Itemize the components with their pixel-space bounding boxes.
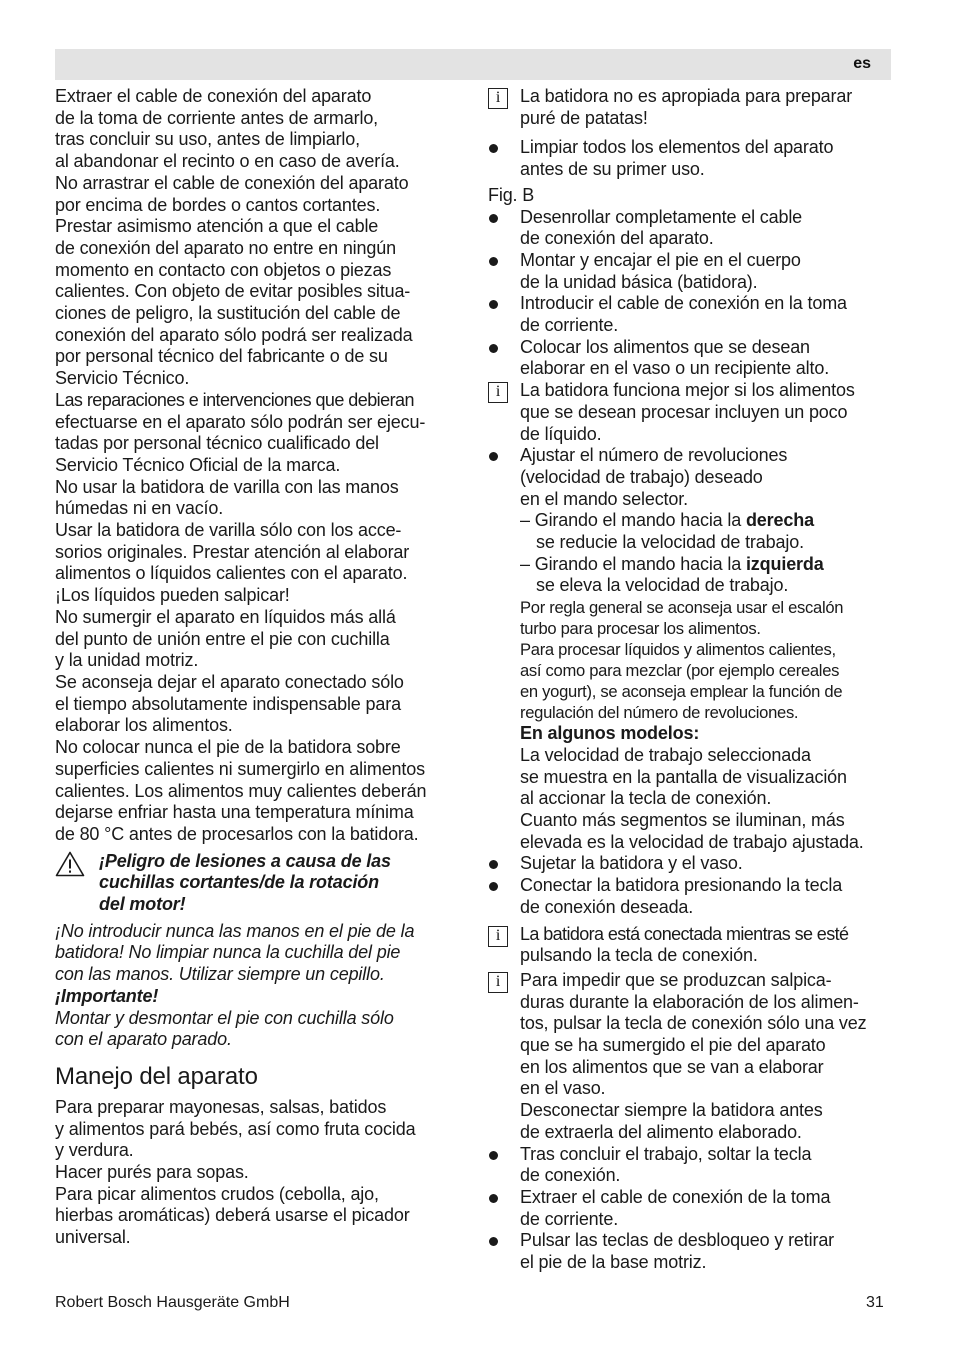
paragraph-hot-surfaces [55, 737, 460, 846]
paragraph-repairs [55, 390, 460, 477]
text-line: conexión del aparato sólo podrá ser realizada [55, 324, 413, 345]
dash-item [520, 554, 893, 576]
text-line: (velocidad de trabajo) deseado [520, 466, 763, 487]
text-line: de conexión del aparato. [520, 228, 714, 249]
text-line: húmedas ni en vacío. [55, 498, 224, 519]
text-line: calientes. Con objeto de evitar posibles situa- [55, 281, 411, 302]
text-line: alimentos o líquidos calientes con el aparato. [55, 563, 408, 584]
text-line: del punto de unión entre el pie con cuchilla [55, 628, 390, 649]
models-label: En algunos modelos: [520, 723, 700, 744]
text-line: momento en contacto con objetos o piezas [55, 259, 392, 280]
text-line: Montar y desmontar el pie con cuchilla sólo [55, 1007, 394, 1028]
text-line: La batidora está conectada mientras se esté [520, 923, 849, 944]
text-line: No sumergir el aparato en líquidos más allá [55, 606, 396, 627]
text-line: Las reparaciones e intervenciones que debieran [55, 389, 414, 410]
text-line: en el vaso. [520, 1078, 606, 1099]
text-line: tadas por personal técnico cualificado del [55, 433, 379, 454]
text-line: así como para mezclar (por ejemplo cereales [520, 661, 840, 681]
bullet-item [488, 1187, 893, 1230]
info-note [488, 970, 893, 1144]
dash-keyword: izquierda [745, 553, 824, 574]
text-line: Servicio Técnico. [55, 368, 190, 389]
text-line: y la unidad motriz. [55, 650, 199, 671]
text-line: se reducie la velocidad de trabajo. [536, 532, 804, 553]
text-line: Por regla general se aconseja usar el escalón [520, 598, 844, 618]
text-line: elevada es la velocidad de trabajo ajustada. [520, 831, 864, 852]
bullet-item [488, 853, 893, 875]
text-line: y alimentos pará bebés, así como fruta cocida [55, 1118, 416, 1139]
text-line: No colocar nunca el pie de la batidora sobre [55, 737, 401, 758]
paragraph-uses [55, 1097, 460, 1162]
text-line: por encima de bordes o cantos cortantes. [55, 194, 381, 215]
text-line: Tras concluir el trabajo, soltar la tecla [520, 1143, 812, 1164]
text-line: No usar la batidora de varilla con las manos [55, 476, 399, 497]
right-column [488, 86, 893, 1274]
text-line: Para procesar líquidos y alimentos calientes, [520, 640, 836, 660]
bullet-item [488, 250, 893, 293]
text-line: Limpiar todos los elementos del aparato [520, 137, 834, 158]
text-line: efectuarse en el aparato sólo podrán ser ejecu- [55, 411, 426, 432]
language-code: es [853, 55, 871, 72]
paragraph-accessories [55, 520, 460, 607]
bullet-icon [489, 144, 498, 153]
text-line: de la toma de corriente antes de armarlo, [55, 107, 379, 128]
warning-text [55, 921, 460, 986]
info-note [488, 924, 893, 967]
text-line: de 80 °C antes de procesarlos con la batidora. [55, 823, 419, 844]
warning-block [55, 851, 460, 916]
text-line: Usar la batidora de varilla sólo con los acce- [55, 520, 402, 541]
text-line: de líquido. [520, 423, 602, 444]
text-line: No arrastrar el cable de conexión del aparato [55, 172, 409, 193]
bullet-icon [489, 860, 498, 869]
dash-text: – Girando el mando hacia la [520, 553, 746, 574]
text-line: tos, pulsar la tecla de conexión sólo una vez [520, 1013, 867, 1034]
bullet-item [488, 1144, 893, 1187]
text-line: calientes. Los alimentos muy calientes deberán [55, 780, 427, 801]
text-line: de conexión. [520, 1165, 621, 1186]
bullet-icon [489, 344, 498, 353]
bullet-icon [489, 452, 498, 461]
text-line: se eleva la velocidad de trabajo. [536, 575, 789, 596]
text-line: el pie de la base motriz. [520, 1252, 707, 1273]
paragraph-unplug [55, 86, 460, 173]
text-line: tras concluir su uso, antes de limpiarlo, [55, 129, 360, 150]
text-line: La batidora no es apropiada para preparar [520, 86, 853, 106]
text-line: superficies calientes ni sumergirlo en alimentos [55, 758, 425, 779]
text-line: ¡No introducir nunca las manos en el pie de la [55, 920, 415, 941]
bullet-icon [489, 300, 498, 309]
header-bar [55, 49, 891, 80]
important-text [55, 1008, 460, 1051]
text-line: La batidora funciona mejor si los alimentos [520, 380, 855, 401]
section-heading: Manejo del aparato [55, 1062, 258, 1090]
text-line: elaborar los alimentos. [55, 715, 233, 736]
text-line: se muestra en la pantalla de visualización [520, 766, 847, 787]
bullet-icon [489, 1151, 498, 1160]
text-line: hierbas aromáticas) deberá usarse el picador [55, 1205, 410, 1226]
text-line: Ajustar el número de revoluciones [520, 445, 788, 466]
text-line: de la unidad básica (batidora). [520, 271, 758, 292]
text-line: de corriente. [520, 1208, 619, 1229]
text-line: de conexión deseada. [520, 896, 694, 917]
text-line: que se desean procesar incluyen un poco [520, 401, 848, 422]
text-line: que se ha sumergido el pie del aparato [520, 1035, 826, 1056]
dash-text: – Girando el mando hacia la [520, 510, 746, 531]
info-icon: i [488, 382, 508, 403]
info-note [488, 86, 893, 129]
bullet-icon [489, 882, 498, 891]
text-line: en yogurt), se aconseja emplear la función de [520, 682, 843, 702]
text-line: Conectar la batidora presionando la tecla [520, 875, 843, 896]
text-line: Para impedir que se produzcan salpica- [520, 969, 832, 990]
text-line: elaborar en el vaso o un recipiente alto. [520, 358, 830, 379]
text-line: el tiempo absolutamente indispensable para [55, 693, 401, 714]
warning-title-line: ¡Peligro de lesiones a causa de las [99, 850, 391, 871]
text-line: Montar y encajar el pie en el cuerpo [520, 249, 801, 270]
paragraph-cable [55, 173, 460, 390]
important-label: ¡Importante! [55, 985, 159, 1006]
bullet-item [488, 445, 893, 853]
page-number: 31 [866, 1294, 884, 1311]
text-line: de extraerla del alimento elaborado. [520, 1121, 802, 1142]
text-line: duras durante la elaboración de los alimen- [520, 991, 859, 1012]
warning-title-line: del motor! [99, 894, 186, 915]
text-line: con el aparato parado. [55, 1029, 232, 1050]
note-hot-liquids [520, 639, 893, 723]
text-line: Para picar alimentos crudos (cebolla, ajo, [55, 1183, 379, 1204]
warning-triangle-icon [55, 851, 85, 877]
text-line: puré de patatas! [520, 107, 648, 128]
text-line: Para preparar mayonesas, salsas, batidos [55, 1096, 387, 1117]
bullet-icon [489, 257, 498, 266]
text-line: de conexión del aparato no entre en ningún [55, 237, 396, 258]
warning-title-line: cuchillas cortantes/de la rotación [99, 872, 379, 893]
text-line: antes de su primer uso. [520, 159, 705, 180]
bullet-item [488, 207, 893, 250]
text-line: regulación del número de revoluciones. [520, 703, 799, 723]
text-line: en el mando selector. [520, 488, 688, 509]
info-icon: i [488, 88, 508, 109]
text-line: Desconectar siempre la batidora antes [520, 1100, 823, 1121]
text-line: Cuanto más segmentos se iluminan, más [520, 809, 845, 830]
text-line: Extraer el cable de conexión del aparato [55, 86, 372, 106]
info-icon: i [488, 926, 508, 947]
note-turbo [520, 597, 893, 639]
bullet-icon [489, 1237, 498, 1246]
bullet-item [488, 1230, 893, 1273]
bullet-item [488, 137, 893, 180]
dash-item [520, 510, 893, 532]
bullet-icon [489, 1194, 498, 1203]
bullet-item [488, 293, 893, 336]
text-line: dejarse enfriar hasta una temperatura mínima [55, 802, 414, 823]
paragraph-duration [55, 672, 460, 737]
text-line: pulsando la tecla de conexión. [520, 945, 758, 966]
left-column [55, 86, 460, 1249]
text-line: Extraer el cable de conexión de la toma [520, 1186, 831, 1207]
text-line: al accionar la tecla de conexión. [520, 788, 772, 809]
text-line: al abandonar el recinto o en caso de avería. [55, 151, 400, 172]
text-line: y verdura. [55, 1140, 134, 1161]
text-line: ciones de peligro, la sustitución del cable de [55, 303, 401, 324]
text-line: sorios originales. Prestar atención al elaborar [55, 541, 410, 562]
text-line: Prestar asimismo atención a que el cable [55, 216, 379, 237]
text-line: batidora! No limpiar nunca la cuchilla del pie [55, 942, 401, 963]
text-line: Servicio Técnico Oficial de la marca. [55, 454, 341, 475]
bullet-item [488, 337, 893, 380]
text-line: por personal técnico del fabricante o de su [55, 346, 388, 367]
text-line: Desenrollar completamente el cable [520, 206, 803, 227]
info-note [488, 380, 893, 445]
paragraph-submerge [55, 607, 460, 672]
text-line: Introducir el cable de conexión en la toma [520, 293, 847, 314]
paragraph-chopper [55, 1184, 460, 1249]
paragraph-soups: Hacer purés para sopas. [55, 1162, 249, 1183]
figure-label: Fig. B [488, 184, 535, 205]
text-line: ¡Los líquidos pueden salpicar! [55, 585, 290, 606]
text-line: en los alimentos que se van a elaborar [520, 1056, 824, 1077]
text-line: de corriente. [520, 315, 619, 336]
text-line: Pulsar las teclas de desbloqueo y retirar [520, 1230, 835, 1251]
text-line: Se aconseja dejar el aparato conectado sólo [55, 671, 404, 692]
text-line: turbo para procesar los alimentos. [520, 619, 761, 639]
bullet-item [488, 875, 893, 918]
text-line: Sujetar la batidora y el vaso. [520, 853, 743, 874]
text-line: La velocidad de trabajo seleccionada [520, 744, 811, 765]
text-line: con las manos. Utilizar siempre un cepillo. [55, 964, 385, 985]
bullet-icon [489, 214, 498, 223]
text-line: universal. [55, 1227, 131, 1248]
footer-company: Robert Bosch Hausgeräte GmbH [55, 1294, 290, 1311]
text-line: Colocar los alimentos que se desean [520, 336, 810, 357]
info-icon: i [488, 972, 508, 993]
paragraph-wet-hands [55, 477, 460, 520]
dash-keyword: derecha [745, 510, 814, 531]
